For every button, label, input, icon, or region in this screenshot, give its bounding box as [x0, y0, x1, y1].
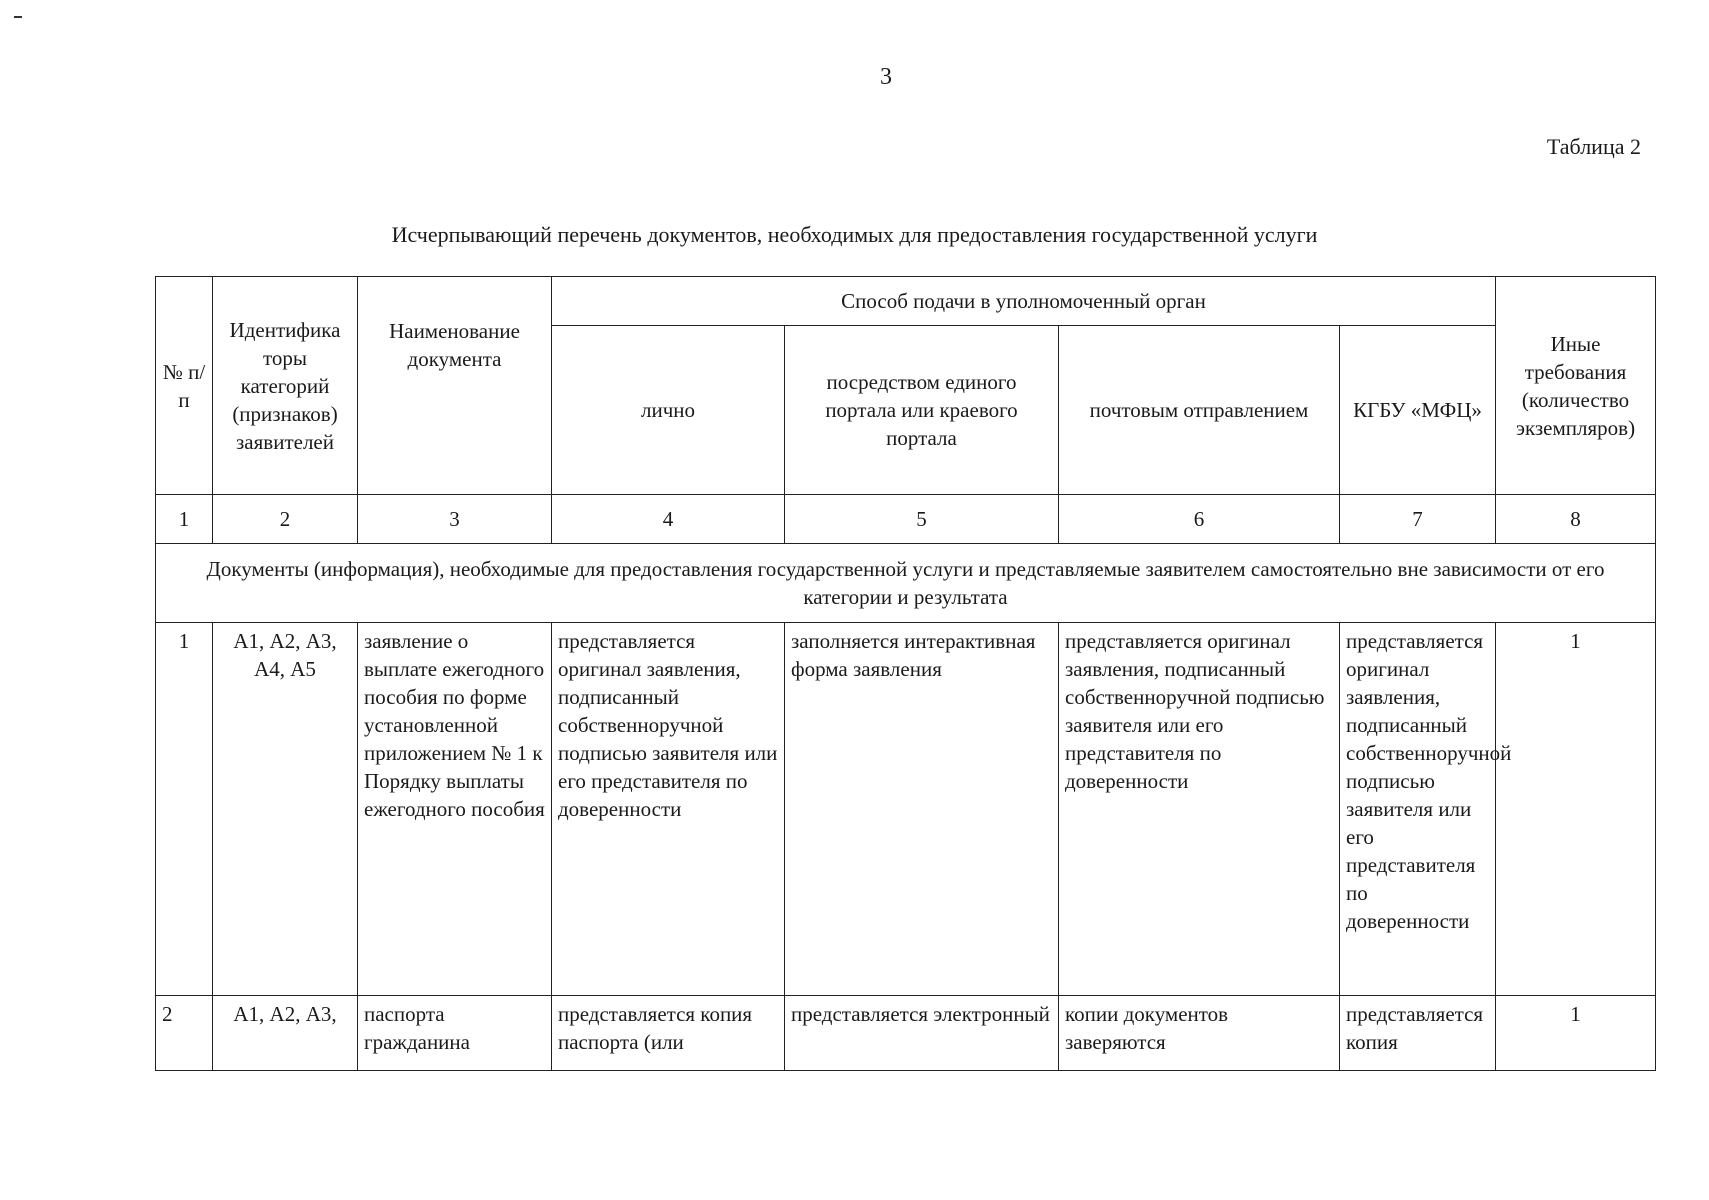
- row-document: заявление о выплате ежегодного пособия по форме установленной приложением № 1 к Порядку выплаты ежегодного пособия: [358, 623, 552, 996]
- header-post: почтовым отправлением: [1059, 326, 1340, 495]
- header-num: № п/п: [156, 277, 213, 495]
- row-other: 1: [1496, 996, 1656, 1071]
- col-number: 1: [156, 495, 213, 544]
- row-mfc: представляется оригинал заявления, подписанный собственноручной подписью заявителя или его представителя по доверенности: [1340, 623, 1496, 996]
- documents-table: [155, 276, 1656, 1071]
- row-identifiers: А1, А2, А3,: [213, 996, 358, 1071]
- column-number-row: [156, 495, 1656, 544]
- header-identifiers: Идентифика торы категорий (признаков) заявителей: [213, 277, 358, 495]
- header-mfc: КГБУ «МФЦ»: [1340, 326, 1496, 495]
- col-number: 2: [213, 495, 358, 544]
- header-personal: лично: [552, 326, 785, 495]
- row-identifiers: А1, А2, А3, А4, А5: [213, 623, 358, 996]
- col-number: 6: [1059, 495, 1340, 544]
- row-post: представляется оригинал заявления, подписанный собственноручной подписью заявителя или его представителя по доверенности: [1059, 623, 1340, 996]
- col-number: 8: [1496, 495, 1656, 544]
- table-row: [156, 623, 1656, 996]
- row-num: 2: [156, 996, 213, 1071]
- section-title: Документы (информация), необходимые для предоставления государственной услуги и представляемые заявителем самостоятельно вне зависимости от его категории и результата: [156, 544, 1656, 623]
- table-label: Таблица 2: [1546, 134, 1641, 159]
- row-post: копии документов заверяются: [1059, 996, 1340, 1071]
- col-number: 5: [785, 495, 1059, 544]
- table-title: Исчерпывающий перечень документов, необходимых для предоставления государственной услуги: [391, 222, 1318, 247]
- row-personal: представляется копия паспорта (или: [552, 996, 785, 1071]
- section-row: [156, 544, 1656, 623]
- header-other-requirements: Иные требования (количество экземпляров): [1496, 277, 1656, 495]
- row-other: 1: [1496, 623, 1656, 996]
- col-number: 7: [1340, 495, 1496, 544]
- row-portal: заполняется интерактивная форма заявления: [785, 623, 1059, 996]
- row-personal: представляется оригинал заявления, подписанный собственноручной подписью заявителя или его представителя по доверенности: [552, 623, 785, 996]
- col-number: 3: [358, 495, 552, 544]
- row-document: паспорта гражданина: [358, 996, 552, 1071]
- table-row: [156, 996, 1656, 1071]
- row-portal: представляется электронный: [785, 996, 1059, 1071]
- header-row-1: [156, 277, 1656, 326]
- row-mfc: представляется копия: [1340, 996, 1496, 1071]
- header-portal: посредством единого портала или краевого портала: [785, 326, 1059, 495]
- header-document-name: Наименование документа: [358, 277, 552, 495]
- row-num: 1: [156, 623, 213, 996]
- col-number: 4: [552, 495, 785, 544]
- header-submission-group: Способ подачи в уполномоченный орган: [552, 277, 1496, 326]
- scan-mark: [14, 16, 22, 18]
- page-number: 3: [880, 64, 892, 90]
